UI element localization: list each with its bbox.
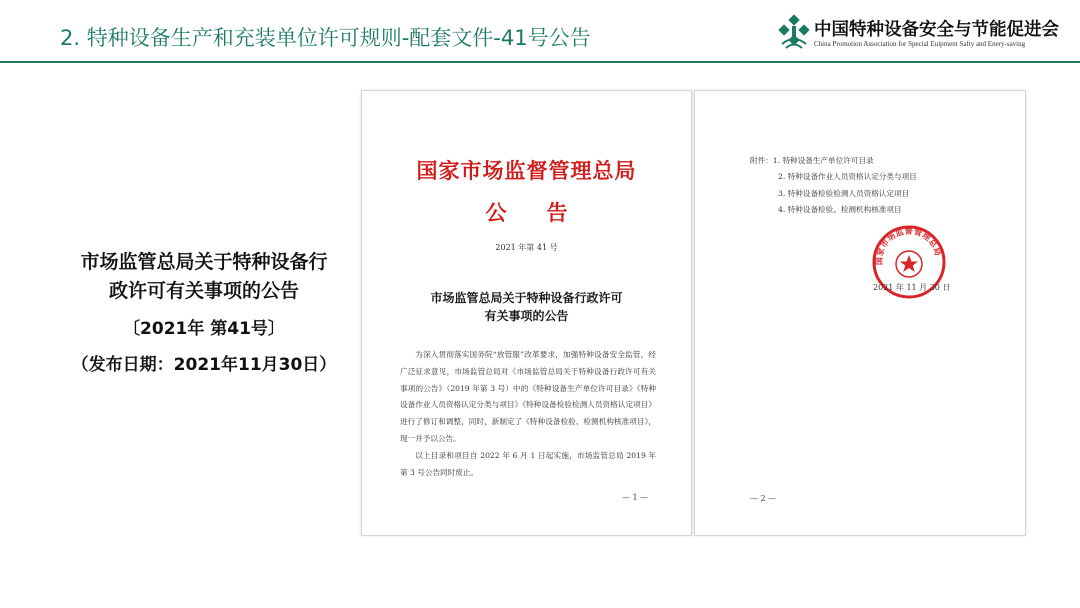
document-page-1 (361, 90, 692, 536)
attachment-item: 附件：1. 特种设备生产单位许可目录 (750, 156, 874, 165)
page-number-1: — 1 — (622, 493, 649, 502)
attachment-item: 4. 特种设备检验、检测机构核准项目 (778, 205, 902, 215)
notice-summary (54, 248, 354, 376)
svg-text:国家市场监督管理总局: 国家市场监督管理总局 (874, 226, 943, 266)
document-body (400, 347, 656, 481)
slide-title: 2. 特种设备生产和充装单位许可规则-配套文件-41号公告 (60, 26, 591, 50)
notice-title-line-1: 市场监管总局关于特种设备行 (80, 251, 328, 273)
notice-number: 〔2021年 第41号〕 (123, 319, 285, 339)
organization-logo (776, 12, 1076, 56)
issuing-agency: 国家市场监督管理总局 (416, 158, 637, 183)
attachment-item: 2. 特种设备作业人员资格认定分类与项目 (778, 172, 917, 182)
header-divider (0, 61, 1080, 63)
notice-title (54, 248, 354, 306)
notice-title-line-2: 政许可有关事项的公告 (108, 280, 299, 302)
announcement-label: 公告 (485, 200, 608, 225)
logo-english-name: China Promotion Association for Special Euipment Safty and Enery-saving (814, 40, 1026, 48)
publish-date: （发布日期：2021年11月30日） (71, 355, 337, 375)
document-heading-line-1: 市场监管总局关于特种设备行政许可 (430, 291, 623, 305)
attachment-item: 3. 特种设备检验检测人员资格认定项目 (778, 188, 910, 198)
slide-header (0, 0, 1080, 64)
document-number: 2021 年第 41 号 (495, 243, 558, 252)
document-heading (362, 289, 691, 325)
attachment-list (750, 153, 917, 219)
signing-date: 2021 年 11 月 30 日 (873, 283, 951, 292)
body-paragraph-2: 以上目录和项目自 2022 年 6 月 1 日起实施，市场监管总局 2019 年第 3 号公告同时废止。 (400, 450, 656, 477)
document-heading-line-2: 有关事项的公告 (484, 309, 569, 323)
body-paragraph-1: 为深入贯彻落实国务院“放管服”改革要求，加强特种设备安全监管，经广泛征求意见，市场监管总局对《市场监管总局关于特种设备行政许可有关事项的公告》（2019 年第 3 号）中的《特种设备生产单位许可目录》《特种设备作业人员资格认定分类与项目》《特种设备检验检测人员资格认定项目》进行了修订和调整，同时，新制定了《特种设备检验、检测机构核准项目》，现一并予以公告。 (400, 350, 656, 443)
document-page-2 (694, 90, 1026, 536)
association-logo-icon (776, 14, 812, 50)
page-number-2: — 2 — (750, 494, 777, 503)
logo-chinese-name: 中国特种设备安全与节能促进会 (814, 20, 1059, 40)
